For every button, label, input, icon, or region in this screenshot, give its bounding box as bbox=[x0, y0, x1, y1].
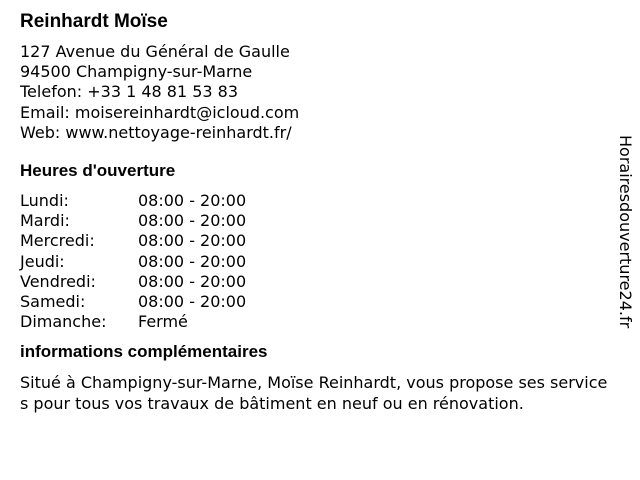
hours-row-monday bbox=[20, 191, 610, 211]
hours-row-tuesday bbox=[20, 211, 610, 231]
hours-day: Samedi: bbox=[20, 292, 86, 312]
hours-row-thursday bbox=[20, 252, 610, 272]
hours-day: Vendredi: bbox=[20, 271, 96, 291]
hours-time: 08:00 - 20:00 bbox=[138, 211, 247, 231]
hours-heading: Heures d'ouverture bbox=[20, 161, 176, 181]
hours-row-saturday bbox=[20, 292, 610, 312]
hours-time: 08:00 - 20:00 bbox=[138, 231, 247, 251]
info-text: Situé à Champigny-sur-Marne, Moïse Reinhardt, vous propose ses services pour tous vos travaux de bâtiment en neuf ou en rénovation. bbox=[20, 373, 608, 414]
hours-time: 08:00 - 20:00 bbox=[138, 271, 247, 291]
hours-time: 08:00 - 20:00 bbox=[138, 191, 247, 211]
hours-row-sunday bbox=[20, 312, 610, 332]
hours-row-wednesday bbox=[20, 231, 610, 251]
hours-day: Jeudi: bbox=[20, 251, 65, 271]
phone-line[interactable]: Telefon: +33 1 48 81 53 83 bbox=[20, 82, 239, 102]
business-card bbox=[20, 10, 610, 414]
hours-time: 08:00 - 20:00 bbox=[138, 292, 247, 312]
hours-time: 08:00 - 20:00 bbox=[138, 251, 247, 271]
hours-day: Lundi: bbox=[20, 191, 69, 211]
hours-day: Mercredi: bbox=[20, 231, 95, 251]
hours-day: Dimanche: bbox=[20, 312, 107, 332]
site-watermark: Horairesdouverture24.fr bbox=[616, 135, 635, 329]
email-line[interactable]: Email: moisereinhardt@icloud.com bbox=[20, 102, 300, 122]
web-line[interactable]: Web: www.nettoyage-reinhardt.fr/ bbox=[20, 122, 292, 142]
address-line-2: 94500 Champigny-sur-Marne bbox=[20, 62, 253, 82]
address-line-1: 127 Avenue du Général de Gaulle bbox=[20, 42, 290, 61]
business-name: Reinhardt Moïse bbox=[20, 11, 168, 32]
hours-table bbox=[20, 191, 610, 332]
info-heading: informations complémentaires bbox=[20, 342, 268, 362]
hours-time: Fermé bbox=[138, 312, 188, 332]
contact-block bbox=[20, 42, 610, 143]
hours-row-friday bbox=[20, 272, 610, 292]
hours-day: Mardi: bbox=[20, 211, 70, 231]
